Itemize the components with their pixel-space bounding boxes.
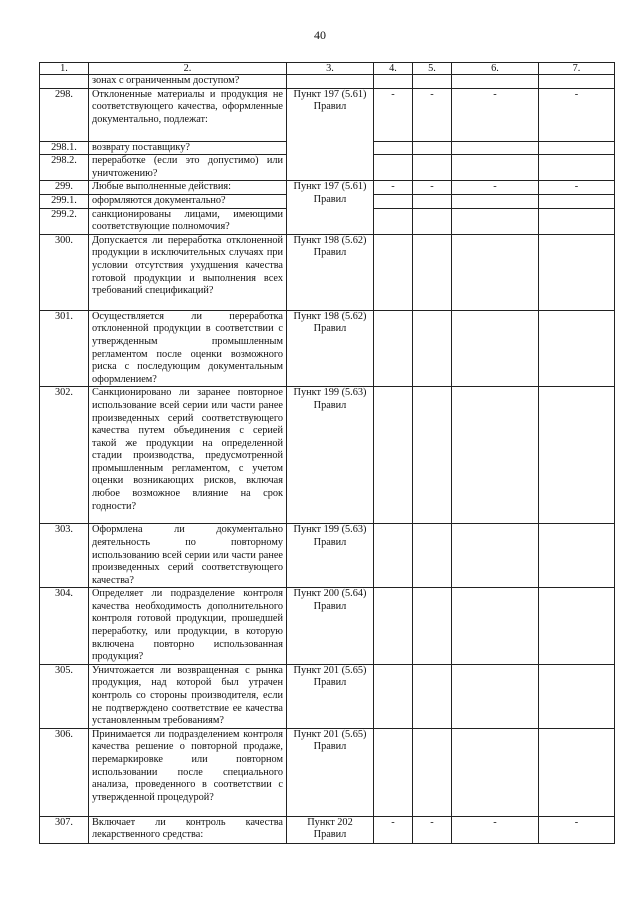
answer-cell — [452, 664, 539, 728]
header-cell: 7. — [539, 63, 615, 75]
answer-cell — [539, 141, 615, 155]
item-number: 299. — [40, 181, 89, 195]
answer-cell: - — [413, 88, 452, 141]
item-number: 303. — [40, 524, 89, 588]
answer-cell: - — [452, 88, 539, 141]
item-number: 298. — [40, 88, 89, 141]
answer-cell — [413, 664, 452, 728]
answer-cell: - — [539, 88, 615, 141]
answer-cell — [413, 234, 452, 310]
answer-cell — [539, 194, 615, 208]
answer-cell — [452, 208, 539, 234]
checklist-table — [39, 62, 615, 844]
header-cell: 1. — [40, 63, 89, 75]
table-row — [40, 588, 615, 665]
answer-cell: - — [413, 181, 452, 195]
item-number: 304. — [40, 588, 89, 665]
item-reference: Пункт 199 (5.63) Правил — [287, 387, 374, 524]
item-number: 298.1. — [40, 141, 89, 155]
table-row — [40, 181, 615, 195]
item-text: Отклоненные материалы и продукция не соответствующего качества, оформленные документально, подлежат: — [89, 88, 287, 141]
answer-cell — [452, 155, 539, 181]
table-row — [40, 524, 615, 588]
table-row — [40, 88, 615, 141]
answer-cell — [539, 234, 615, 310]
answer-cell — [413, 141, 452, 155]
answer-cell — [539, 728, 615, 816]
table-row — [40, 387, 615, 524]
answer-cell: - — [413, 816, 452, 843]
answer-cell: - — [452, 181, 539, 195]
answer-cell — [452, 387, 539, 524]
item-reference: Пункт 202 Правил — [287, 816, 374, 843]
item-reference: Пункт 198 (5.62) Правил — [287, 234, 374, 310]
table-row — [40, 816, 615, 843]
answer-cell — [452, 234, 539, 310]
answer-cell — [374, 194, 413, 208]
item-text: переработке (если это допустимо) или уничтожению? — [89, 155, 287, 181]
item-reference — [287, 75, 374, 89]
answer-cell — [539, 75, 615, 89]
answer-cell — [374, 75, 413, 89]
item-number: 301. — [40, 310, 89, 387]
header-cell: 5. — [413, 63, 452, 75]
answer-cell — [374, 728, 413, 816]
answer-cell — [413, 387, 452, 524]
answer-cell: - — [374, 88, 413, 141]
header-cell: 2. — [89, 63, 287, 75]
answer-cell — [413, 728, 452, 816]
answer-cell: - — [539, 181, 615, 195]
answer-cell — [452, 524, 539, 588]
header-row — [40, 63, 615, 75]
header-cell: 6. — [452, 63, 539, 75]
answer-cell — [374, 155, 413, 181]
table-row — [40, 664, 615, 728]
item-text: возврату поставщику? — [89, 141, 287, 155]
item-reference: Пункт 197 (5.61) Правил — [287, 88, 374, 181]
table-row — [40, 75, 615, 89]
item-text: Определяет ли подразделение контроля качества необходимость дополнительного контроля готовой продукции, прошедшей переработку, или продукции, в которую включена повторно использованная продукция? — [89, 588, 287, 665]
answer-cell: - — [452, 816, 539, 843]
item-reference: Пункт 201 (5.65) Правил — [287, 728, 374, 816]
answer-cell — [413, 310, 452, 387]
item-text: санкционированы лицами, имеющими соответствующие полномочия? — [89, 208, 287, 234]
item-reference: Пункт 201 (5.65) Правил — [287, 664, 374, 728]
page-number: 40 — [314, 28, 326, 42]
item-text: Любые выполненные действия: — [89, 181, 287, 195]
answer-cell — [374, 524, 413, 588]
answer-cell — [374, 208, 413, 234]
answer-cell — [452, 310, 539, 387]
item-number: 306. — [40, 728, 89, 816]
answer-cell — [374, 234, 413, 310]
item-number — [40, 75, 89, 89]
table-row — [40, 234, 615, 310]
answer-cell — [452, 194, 539, 208]
item-reference: Пункт 199 (5.63) Правил — [287, 524, 374, 588]
item-number: 307. — [40, 816, 89, 843]
answer-cell: - — [374, 181, 413, 195]
item-number: 300. — [40, 234, 89, 310]
answer-cell — [413, 208, 452, 234]
item-number: 302. — [40, 387, 89, 524]
item-reference: Пункт 197 (5.61) Правил — [287, 181, 374, 234]
answer-cell — [452, 728, 539, 816]
item-text: Осуществляется ли переработка отклоненной продукции в соответствии с утвержденным промышленным регламентом после оценки возможного риска с последующим документальным оформлением? — [89, 310, 287, 387]
item-text: Допускается ли переработка отклоненной продукции в исключительных случаях при условии отсутствия ухудшения качества готовой продукции и выполнения всех требований спецификаций? — [89, 234, 287, 310]
item-reference: Пункт 198 (5.62) Правил — [287, 310, 374, 387]
answer-cell — [413, 194, 452, 208]
item-number: 299.2. — [40, 208, 89, 234]
answer-cell — [539, 208, 615, 234]
answer-cell — [374, 387, 413, 524]
item-text: Принимается ли подразделением контроля качества решение о повторной продаже, перемаркировке или повторном использовании после специального анализа, проведенного в соответствии с утвержденной процедурой? — [89, 728, 287, 816]
answer-cell — [374, 588, 413, 665]
answer-cell — [539, 310, 615, 387]
table-row — [40, 310, 615, 387]
answer-cell — [452, 588, 539, 665]
answer-cell — [413, 588, 452, 665]
answer-cell — [413, 524, 452, 588]
answer-cell — [539, 524, 615, 588]
answer-cell — [452, 75, 539, 89]
answer-cell — [539, 387, 615, 524]
answer-cell: - — [539, 816, 615, 843]
answer-cell — [539, 664, 615, 728]
answer-cell: - — [374, 816, 413, 843]
header-cell: 3. — [287, 63, 374, 75]
answer-cell — [374, 664, 413, 728]
answer-cell — [413, 155, 452, 181]
answer-cell — [374, 310, 413, 387]
item-text: Уничтожается ли возвращенная с рынка продукция, над которой был утрачен контроль со стороны производителя, если не подтверждено соответствие ее качества установленным требованиям? — [89, 664, 287, 728]
answer-cell — [374, 141, 413, 155]
answer-cell — [539, 155, 615, 181]
answer-cell — [539, 588, 615, 665]
item-number: 299.1. — [40, 194, 89, 208]
table-row — [40, 728, 615, 816]
item-number: 298.2. — [40, 155, 89, 181]
item-text: Оформлена ли документально деятельность по повторному использованию всей серии или части ранее произведенных серий соответствующего качества? — [89, 524, 287, 588]
answer-cell — [452, 141, 539, 155]
item-text: Включает ли контроль качества лекарственного средства: — [89, 816, 287, 843]
item-number: 305. — [40, 664, 89, 728]
item-text: Санкционировано ли заранее повторное использование всей серии или части ранее произведенных серий соответствующего качества путем объединения с серией такой же продукции на определенной стадии производства, предусмотренной промышленным регламентом, с учетом оценки возникающих рисков, включая любое возможное влияние на срок годности? — [89, 387, 287, 524]
item-text: оформляются документально? — [89, 194, 287, 208]
answer-cell — [413, 75, 452, 89]
item-reference: Пункт 200 (5.64) Правил — [287, 588, 374, 665]
item-text: зонах с ограниченным доступом? — [89, 75, 287, 89]
header-cell: 4. — [374, 63, 413, 75]
